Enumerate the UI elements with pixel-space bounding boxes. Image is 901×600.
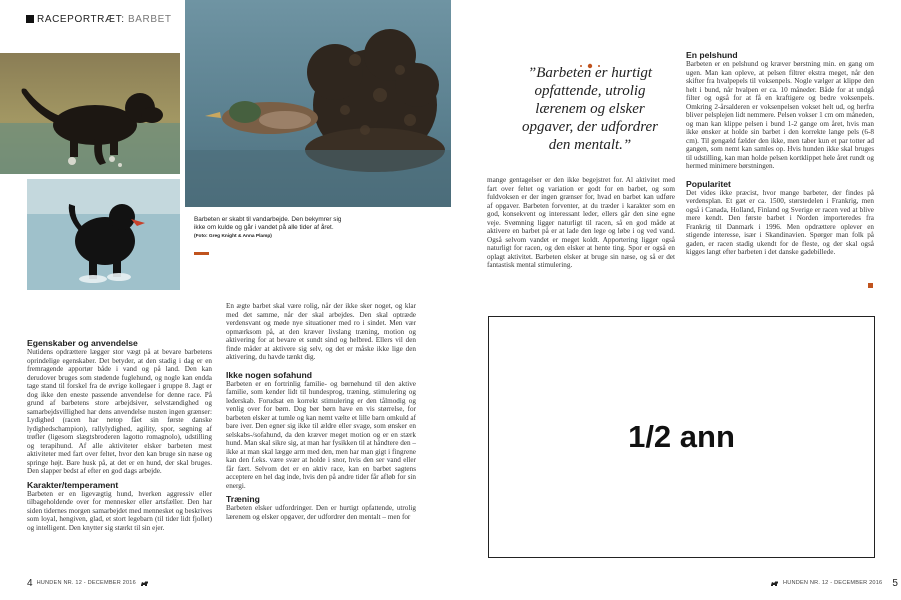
left-column-1 [27,338,212,532]
heading-popularitet: Popularitet [686,178,731,189]
square-bullet-icon [26,15,34,23]
left-page-number: 4 [27,577,33,589]
pull-quote-ornament [575,56,605,62]
pull-quote: ”Barbeten er hurtigt opfattende, utrolig lærenem og elsker opgaver, der udfordrer den mentalt.” [522,65,658,153]
footer-left [27,574,149,592]
photo-dog-retrieving-duck [185,0,451,207]
text-traening: Barbeten elsker udfordringer. Den er hurtigt opfattende, utrolig lærenem og elsker opgaver, der udfordrer den mentalt – men for [226,504,416,521]
caption-text: Barbeten er skabt til vandarbejde. Den bekymrer sig ikke om kulde og går i vandet på alle tider af året. [194,216,342,231]
right-middle-text: mange gentagelser er den ikke begejstret for. Al aktivitet med fart over feltet og variation er godt for en barbet, og som fuldvoksen er der ingen grænser for, hvad en barbet kan udføre af opgaver. Barbeten forventer, at du træder i karakter som en god, konsekvent og interessant leder, ellers går den sine egne veje. Svømning ligger naturligt til racen, så en god måde at aktivere en barbet på er at lade den lege og løbe i og ved vand. Også selvom vandet er meget koldt. Apportering ligger også naturligt for racen, og den elsker at hente ting. Spor er også en oplagt aktivitet. Barbeten elsker at bruge sin næse, og så er det fantastisk mental stimulering. [487,176,675,269]
section-label: RACEPORTRÆT: [37,14,125,25]
footer-right [770,574,898,592]
text-karakter: Barbeten er en ligevægtig hund, hverken aggressiv eller tilbageholdende over for mennesker eller artsfæller. Den har siden tidernes morgen samarbejdet med mennesket og beskrives som loyal, hengiven, glad, et stort legebarn (til tider lidt fjollet) og intelligent. Den knytter sig stærkt til sin ejer. [27,489,212,532]
dog-logo-icon [140,574,149,592]
caption-end-mark [194,252,209,255]
text-popularitet: Det vides ikke præcist, hvor mange barbeter, der findes på verdensplan. Et gæt er ca. 1500, størstedelen i Frankrig, men også i Canada, Holland, Finland og Sverige er racen ved at blive mere kendt. Den første barbet i Norden importeredes fra Frankrig til Danmark i 1996. Men opdrættere oplever en stigende interesse, især i Skandinavien. Spørger man folk på gaden, er racen stadig ukendt for de fleste, og der skal også kigges langt efter barbeten i det danske gadebillede. [686,188,874,256]
caption-credit: (Foto: Greg Knight & Anna Plamp) [194,234,272,239]
right-page-number: 5 [892,577,898,589]
left-column-2 [226,302,416,521]
photo-dog-running [0,53,180,174]
text-sofahund: Barbeten er en fortrinlig familie- og børnehund til den aktive familie, som kender lidt til hundesprog, træning, stimulering og lederskab. Forudsat en korrekt stimulering er den tålmodig og venlig over for børn. Dog bør børn have en vis størrelse, for barbeten elsker at tumle og kan nemt vælte et lille barn omkuld af bare iver. Den egner sig ikke til ældre eller svage, som ønsker en selskabs-/sofahund, da den kræver meget motion og er en stærk hund. Man skal sikre sig, at man har fysikken til at håndtere den – ikke at man skal lægge arm med den, men har man gigt i fingrene kan den f.eks. være svær at holde i snor, hvis den ser vand eller får fært. Selvom det er en aktiv race, kan en barbet sagtens acceptere en hel dag inde, hvis den på andre tider får afløb for sin energi. [226,379,416,490]
heading-sofahund: Ikke nogen sofahund [226,369,312,380]
right-column [686,50,874,257]
ad-placeholder-text: 1/2 ann [628,419,735,454]
end-mark-icon [868,283,873,288]
heading-pelshund: En pelshund [686,50,738,60]
text-temperament-cont: En ægte barbet skal være rolig, når der ikke sker noget, og klar med det samme, når der skal arbejdes. Den skal optræde verdensvant og møde nye situationer med ro i sindet. Men vær opmærksom på, at den kræver livslang træning, motion og aktivering for at bevare et sundt sind og helbred. Ellers vil den finde måder at aktivere sig selv, og det er måske ikke lige den aktivering, du havde tænkt dig. [226,302,416,361]
dog-logo-icon [770,574,779,592]
heading-traening: Træning [226,494,260,504]
subsection-label: BARBET [127,14,172,25]
right-folio: HUNDEN NR. 12 - DECEMBER 2016 [783,580,883,586]
photo-dog-in-water [27,179,180,290]
heading-karakter: Karakter/temperament [27,479,119,490]
left-folio: HUNDEN NR. 12 - DECEMBER 2016 [36,580,136,586]
photo-caption [194,216,344,241]
section-header [26,14,172,25]
heading-egenskaber: Egenskaber og anvendelse [27,338,138,348]
ad-placeholder-box [488,316,875,558]
text-pelshund: Barbeten er en pelshund og kræver børstning min. en gang om ugen. Man kan opleve, at pelsen filtrer ekstra meget, når den skifter fra hvalpepels til voksenpels. Nogle vælger at klippe den helt i bund, når hvalpen er ca. 10 måneder. Både for at undgå filter og også for at få en kraftigere og bedre voksenpels. Omkring 2-årsalderen er voksenpelsen vokset helt ud, og herfra bliver pelsplejen lidt nemmere. Pelsen vokser 1 cm om måneden, og man kan klippe pelsen i bund 1-2 gange om året, hvis man ikke ønsker at holde sin barbet i den korrekte lange pels (6-8 cm). Til gengæld fælder den ikke, men taber kun et par totter ad gangen, som nemt kan samles op. Hvis hunden ikke skal bruges til udstilling, kan man holde pelsen kortklippet hele året rundt og hermed minimere børstningen. [686,60,874,170]
text-egenskaber: Nutidens opdrættere lægger stor vægt på at bevare barbetens oprindelige egenskaber. Det betyder, at den stadig i dag er en fremragende apportør både i vand og på land. Den kan derudover bruges som stødende fuglehund, og nogle kan endda tage stand til forskel fra de øvrige kollegaer i gruppe 8. Jagt er dog ikke den eneste passende anvendelse for denne race. På grund af barbetens store arbejdsiver, selvstændighed og samarbejdsvillighed har dens anvendelse nusten ingen grænser: Lydighed (racen har netop fået sin første danske lydighedschampion), rallylydighed, agility, spor, søgning af trøfler (ligesom slægtsbroderen lagotto romagnolo), udstilling og terapihund. Af alle aktiviteter elsker barbeten mest aktiviteter med fart over feltet, hvor den kan bruge sin næse og springe højt. Bare husk på, at det er en hund, der skal bruges. Den slapper bedst af efter en god dags arbejde. [27,348,212,475]
